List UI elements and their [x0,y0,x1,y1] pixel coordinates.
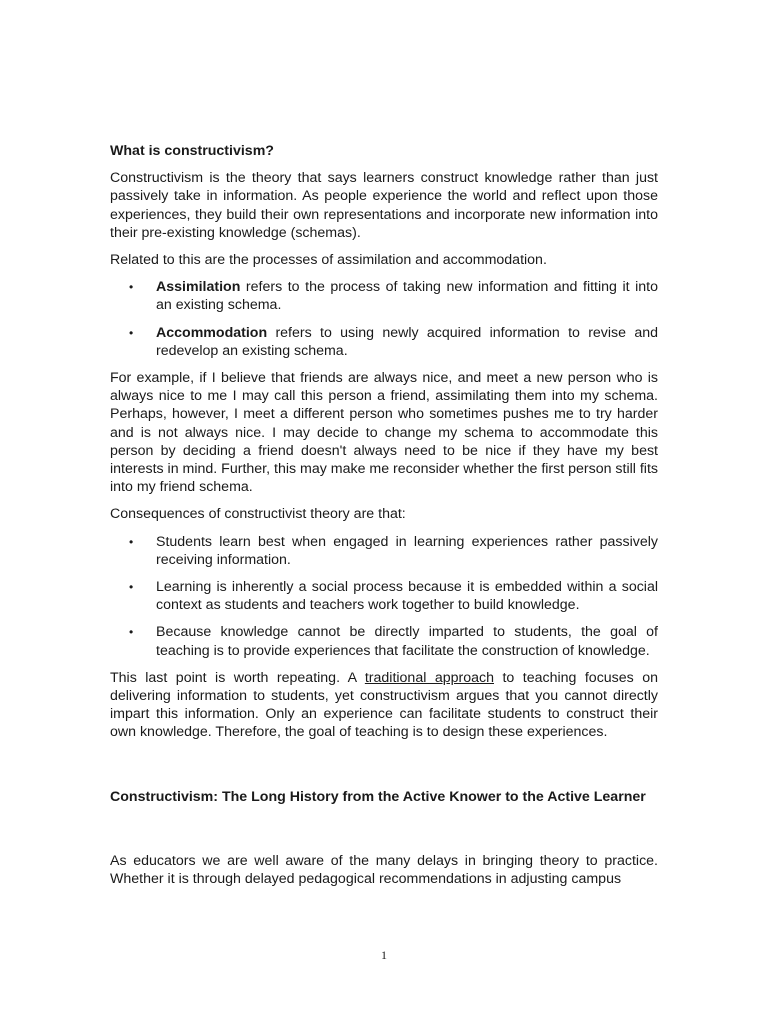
document-body [110,142,658,897]
list-item [110,578,658,614]
bullet-icon: • [129,325,134,340]
section-heading: What is constructivism? [110,143,274,159]
list-item-text: Learning is inherently a social process because it is embedded within a social context as students and teachers work together to build knowledge. [156,579,658,614]
consequences-list [110,533,658,660]
paragraph-definition: Constructivism is the theory that says learners construct knowledge rather than just passively take in information. As people experience the world and reflect upon those experiences, they build their own representations and incorporate new information into their pre-existing knowledge (schemas). [110,170,658,241]
paragraph-text: This last point is worth repeating. A [110,669,365,686]
bullet-icon: • [129,280,134,295]
paragraph-processes: Related to this are the processes of assimilation and accommodation. [110,252,547,269]
list-item-accommodation [110,324,658,360]
paragraph-text: to teaching focuses on delivering information to students, yet constructivism argues that you cannot directly impart this information. Only an experience can facilitate students to construct their own knowledge. Therefore, the goal of teaching is to design these experiences. [110,669,659,741]
process-list [110,278,658,360]
term-accommodation: Accommodation [156,324,268,341]
list-item-text: Students learn best when engaged in learning experiences rather passively receiving information. [156,533,658,568]
bullet-icon: • [129,534,134,549]
list-item [110,533,658,569]
page-number: 1 [381,948,387,962]
term-assimilation: Assimilation [156,279,241,296]
bullet-icon: • [129,625,134,640]
paragraph-consequences-intro: Consequences of constructivist theory are that: [110,506,406,523]
list-item-text: refers to using newly acquired information to revise and redevelop an existing schema. [156,324,658,359]
paragraph-example: For example, if I believe that friends are always nice, and meet a new person who is always nice to me I may call this person a friend, assimilating them into my schema. Perhaps, however, I meet a different person who sometimes pushes me to try harder and is not always nice. I may decide to change my schema to accommodate this person by deciding a friend doesn't always need to be nice if they have my best interests in mind. Further, this may make me reconsider whether the first person still fits into my friend schema. [110,370,658,496]
list-item-assimilation [110,278,658,314]
list-item [110,623,658,659]
paragraph-repeat [110,669,658,742]
list-item-text: refers to the process of taking new information and fitting it into an existing schema. [156,279,658,314]
traditional-approach-link[interactable]: traditional approach [364,669,494,686]
paragraph-educators: As educators we are well aware of the many delays in bringing theory to practice. Whether it is through delayed pedagogical recommendations in adjusting campus [110,852,658,888]
section-heading-history: Constructivism: The Long History from the Active Knower to the Active Learner [110,788,646,805]
bullet-icon: • [129,580,134,595]
list-item-text: Because knowledge cannot be directly imparted to students, the goal of teaching is to provide experiences that facilitate the construction of knowledge. [156,624,658,659]
